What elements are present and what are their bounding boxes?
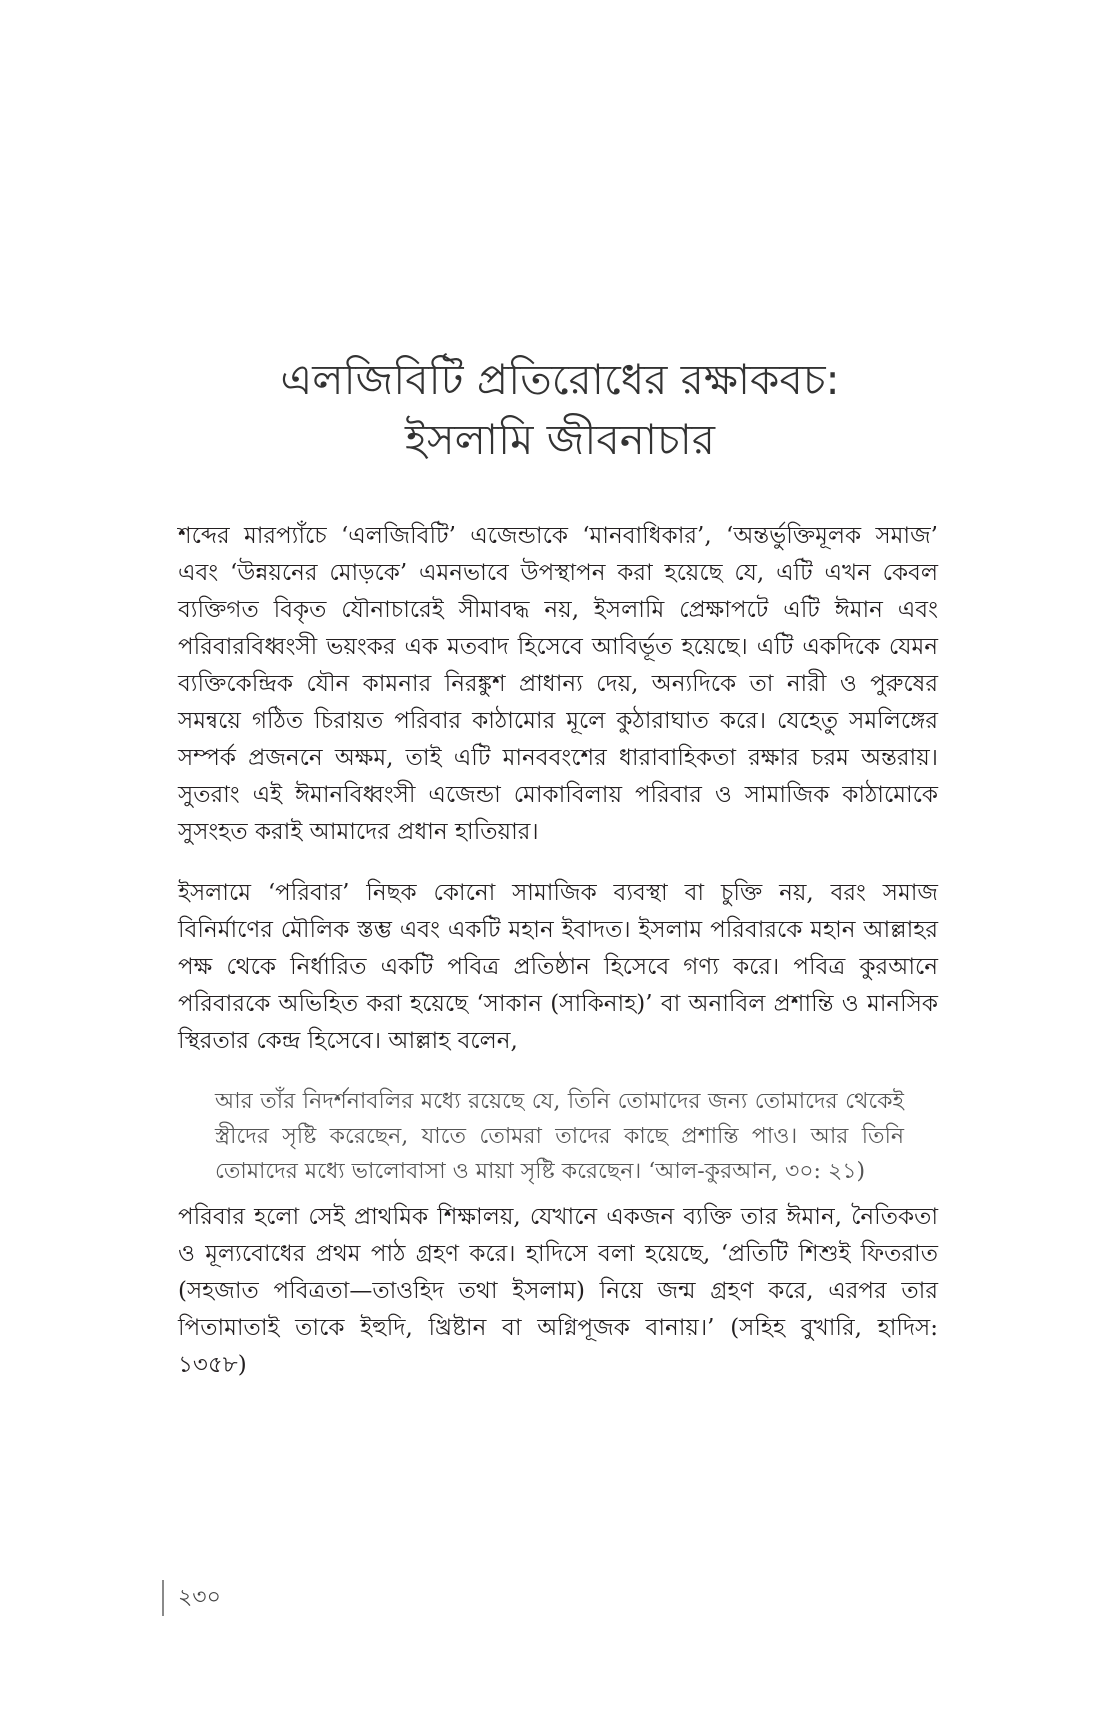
body-text	[178, 518, 938, 1408]
chapter-title-line-2: ইসলামি জীবনাচার	[405, 415, 715, 465]
body-paragraph-3: পরিবার হলো সেই প্রাথমিক শিক্ষালয়, যেখানে একজন ব্যক্তি তার ঈমান, নৈতিকতা ও মূল্যবোধের প্রথম পাঠ গ্রহণ করে। হাদিসে বলা হয়েছে, ‘প্রতিটি শিশুই ফিতরাত (সহজাত পবিত্রতা—তাওহিদ তথা ইসলাম) নিয়ে জন্ম গ্রহণ করে, এরপর তার পিতামাতাই তাকে ইহুদি, খ্রিষ্টান বা অগ্নিপূজক বানায়।’ (সহিহ বুখারি, হাদিস: ১৩৫৮)	[178, 1204, 938, 1378]
body-paragraph-2: ইসলামে ‘পরিবার’ নিছক কোনো সামাজিক ব্যবস্থা বা চুক্তি নয়, বরং সমাজ বিনির্মাণের মৌলিক স্তম্ভ এবং একটি মহান ইবাদত। ইসলাম পরিবারকে মহান আল্লাহর পক্ষ থেকে নির্ধারিত একটি পবিত্র প্রতিষ্ঠান হিসেবে গণ্য করে। পবিত্র কুরআনে পরিবারকে অভিহিত করা হয়েছে ‘সাকান (সাকিনাহ)’ বা অনাবিল প্রশান্তি ও মানসিক স্থিরতার কেন্দ্র হিসেবে। আল্লাহ বলেন,	[178, 880, 938, 1054]
chapter-title	[120, 350, 1000, 470]
chapter-title-line-1: এলজিবিটি প্রতিরোধের রক্ষাকবচ:	[280, 355, 840, 405]
page-number-divider	[162, 1580, 164, 1616]
quran-quote-block: আর তাঁর নিদর্শনাবলির মধ্যে রয়েছে যে, তিনি তোমাদের জন্য তোমাদের থেকেই স্ত্রীদের সৃষ্টি করেছেন, যাতে তোমরা তাদের কাছে প্রশান্তি পাও। আর তিনি তোমাদের মধ্যে ভালোবাসা ও মায়া সৃষ্টি করেছেন। ‘আল-কুরআন, ৩০: ২১)	[215, 1089, 904, 1184]
page-footer	[162, 1580, 221, 1616]
body-paragraph-1: শব্দের মারপ্যাঁচে ‘এলজিবিটি’ এজেন্ডাকে ‘মানবাধিকার’, ‘অন্তর্ভুক্তিমূলক সমাজ’ এবং ‘উন্নয়নের মোড়কে’ এমনভাবে উপস্থাপন করা হয়েছে যে, এটি এখন কেবল ব্যক্তিগত বিকৃত যৌনাচারেই সীমাবদ্ধ নয়, ইসলামি প্রেক্ষাপটে এটি ঈমান এবং পরিবারবিধ্বংসী ভয়ংকর এক মতবাদ হিসেবে আবির্ভূত হয়েছে। এটি একদিকে যেমন ব্যক্তিকেন্দ্রিক যৌন কামনার নিরঙ্কুশ প্রাধান্য দেয়, অন্যদিকে তা নারী ও পুরুষের সমন্বয়ে গঠিত চিরায়ত পরিবার কাঠামোর মূলে কুঠারাঘাত করে। যেহেতু সমলিঙ্গের সম্পর্ক প্রজননে অক্ষম, তাই এটি মানববংশের ধারাবাহিকতা রক্ষার চরম অন্তরায়। সুতরাং এই ঈমানবিধ্বংসী এজেন্ডা মোকাবিলায় পরিবার ও সামাজিক কাঠামোকে সুসংহত করাই আমাদের প্রধান হাতিয়ার।	[178, 523, 938, 845]
page-number: ২৩০	[178, 1584, 221, 1610]
